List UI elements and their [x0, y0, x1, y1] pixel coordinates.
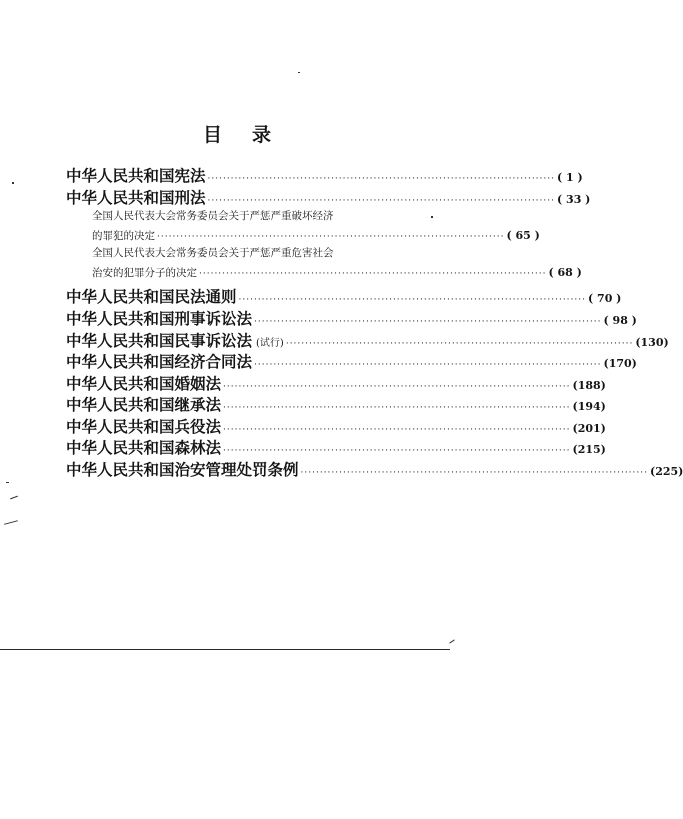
toc-entry-label: 中华人民共和国治安管理处罚条例	[66, 460, 299, 479]
dot-leader: ··························································································	[300, 468, 648, 478]
dot-leader: ··························································································	[223, 382, 571, 392]
toc-entry-label: 中华人民共和国婚姻法	[66, 374, 222, 393]
toc-entry-label: 中华人民共和国继承法	[66, 395, 222, 414]
scan-speck	[298, 72, 300, 73]
toc-entry-military-service[interactable]	[66, 415, 606, 437]
dot-leader: ··························································································	[285, 339, 634, 349]
scan-speck	[12, 182, 14, 184]
toc-entry-label: 治安的犯罪分子的决定	[92, 267, 197, 279]
toc-entry-page: (201)	[572, 422, 606, 435]
dot-leader: ··························································································	[157, 232, 505, 242]
toc-entry-label: 中华人民共和国刑事诉讼法	[66, 309, 253, 328]
toc-entry-label: 中华人民共和国民法通则	[66, 287, 237, 306]
toc-entry-civil-procedure[interactable]	[66, 329, 669, 351]
toc-entry-forestry-law[interactable]	[66, 436, 606, 458]
toc-entry-page: (225)	[650, 465, 683, 478]
toc-entry-public-security-regulations[interactable]	[66, 458, 683, 480]
toc-entry-page: ( 70 )	[588, 292, 622, 305]
toc-subentry-line: 全国人民代表大会常务委员会关于严惩严重破坏经济	[92, 210, 334, 222]
dot-leader: ··························································································	[207, 174, 555, 184]
toc-entry-page: ( 98 )	[603, 314, 637, 327]
dot-leader: ··························································································	[254, 360, 602, 370]
toc-entry-page: (215)	[572, 443, 606, 456]
toc-title-char-2: 录	[252, 124, 272, 146]
scan-speck	[431, 216, 433, 218]
toc-entry-label: 中华人民共和国民事诉讼法	[66, 331, 253, 350]
toc-entry-page: ( 68 )	[548, 266, 582, 279]
dot-leader: ··························································································	[207, 196, 555, 206]
toc-entry-label: 中华人民共和国宪法	[66, 166, 206, 185]
toc-entry-marriage-law[interactable]	[66, 372, 606, 394]
toc-entry-label: 的罪犯的决定	[92, 230, 155, 242]
toc-entry-page: ( 65 )	[506, 229, 540, 242]
toc-entry-economic-contract[interactable]	[66, 350, 637, 372]
toc-subentry-line: 全国人民代表大会常务委员会关于严惩严重危害社会	[92, 247, 334, 259]
dot-leader: ··························································································	[223, 425, 571, 435]
toc-entry-criminal-procedure[interactable]	[66, 307, 637, 329]
toc-subentry-public-security-crimes[interactable]	[92, 265, 582, 280]
dot-leader: ··························································································	[254, 317, 602, 327]
toc-entry-suffix: (试行)	[256, 338, 284, 349]
scan-speck	[6, 482, 9, 483]
dot-leader: ··························································································	[223, 403, 571, 413]
toc-entry-page: ( 1 )	[557, 171, 583, 184]
toc-entry-page: ( 33 )	[557, 193, 591, 206]
toc-entry-page: (188)	[572, 379, 606, 392]
page-bottom-rule	[0, 649, 450, 650]
toc-subentry-economic-crimes[interactable]	[92, 228, 540, 243]
toc-entry-inheritance-law[interactable]	[66, 393, 606, 415]
toc-entry-label: 中华人民共和国刑法	[66, 188, 206, 207]
toc-entry-constitution[interactable]	[66, 164, 583, 186]
toc-title-char-1: 目	[203, 124, 223, 146]
dot-leader: ··························································································	[238, 295, 586, 305]
toc-entry-civil-law[interactable]	[66, 285, 622, 307]
toc-entry-label: 中华人民共和国兵役法	[66, 417, 222, 436]
toc-entry-label: 中华人民共和国经济合同法	[66, 352, 253, 371]
toc-entry-page: (194)	[572, 400, 606, 413]
toc-entry-label: 中华人民共和国森林法	[66, 438, 222, 457]
toc-entry-page: (130)	[635, 336, 669, 349]
dot-leader: ··························································································	[199, 269, 547, 279]
dot-leader: ··························································································	[223, 446, 571, 456]
toc-entry-page: (170)	[603, 357, 637, 370]
toc-entry-criminal-law[interactable]	[66, 186, 591, 208]
